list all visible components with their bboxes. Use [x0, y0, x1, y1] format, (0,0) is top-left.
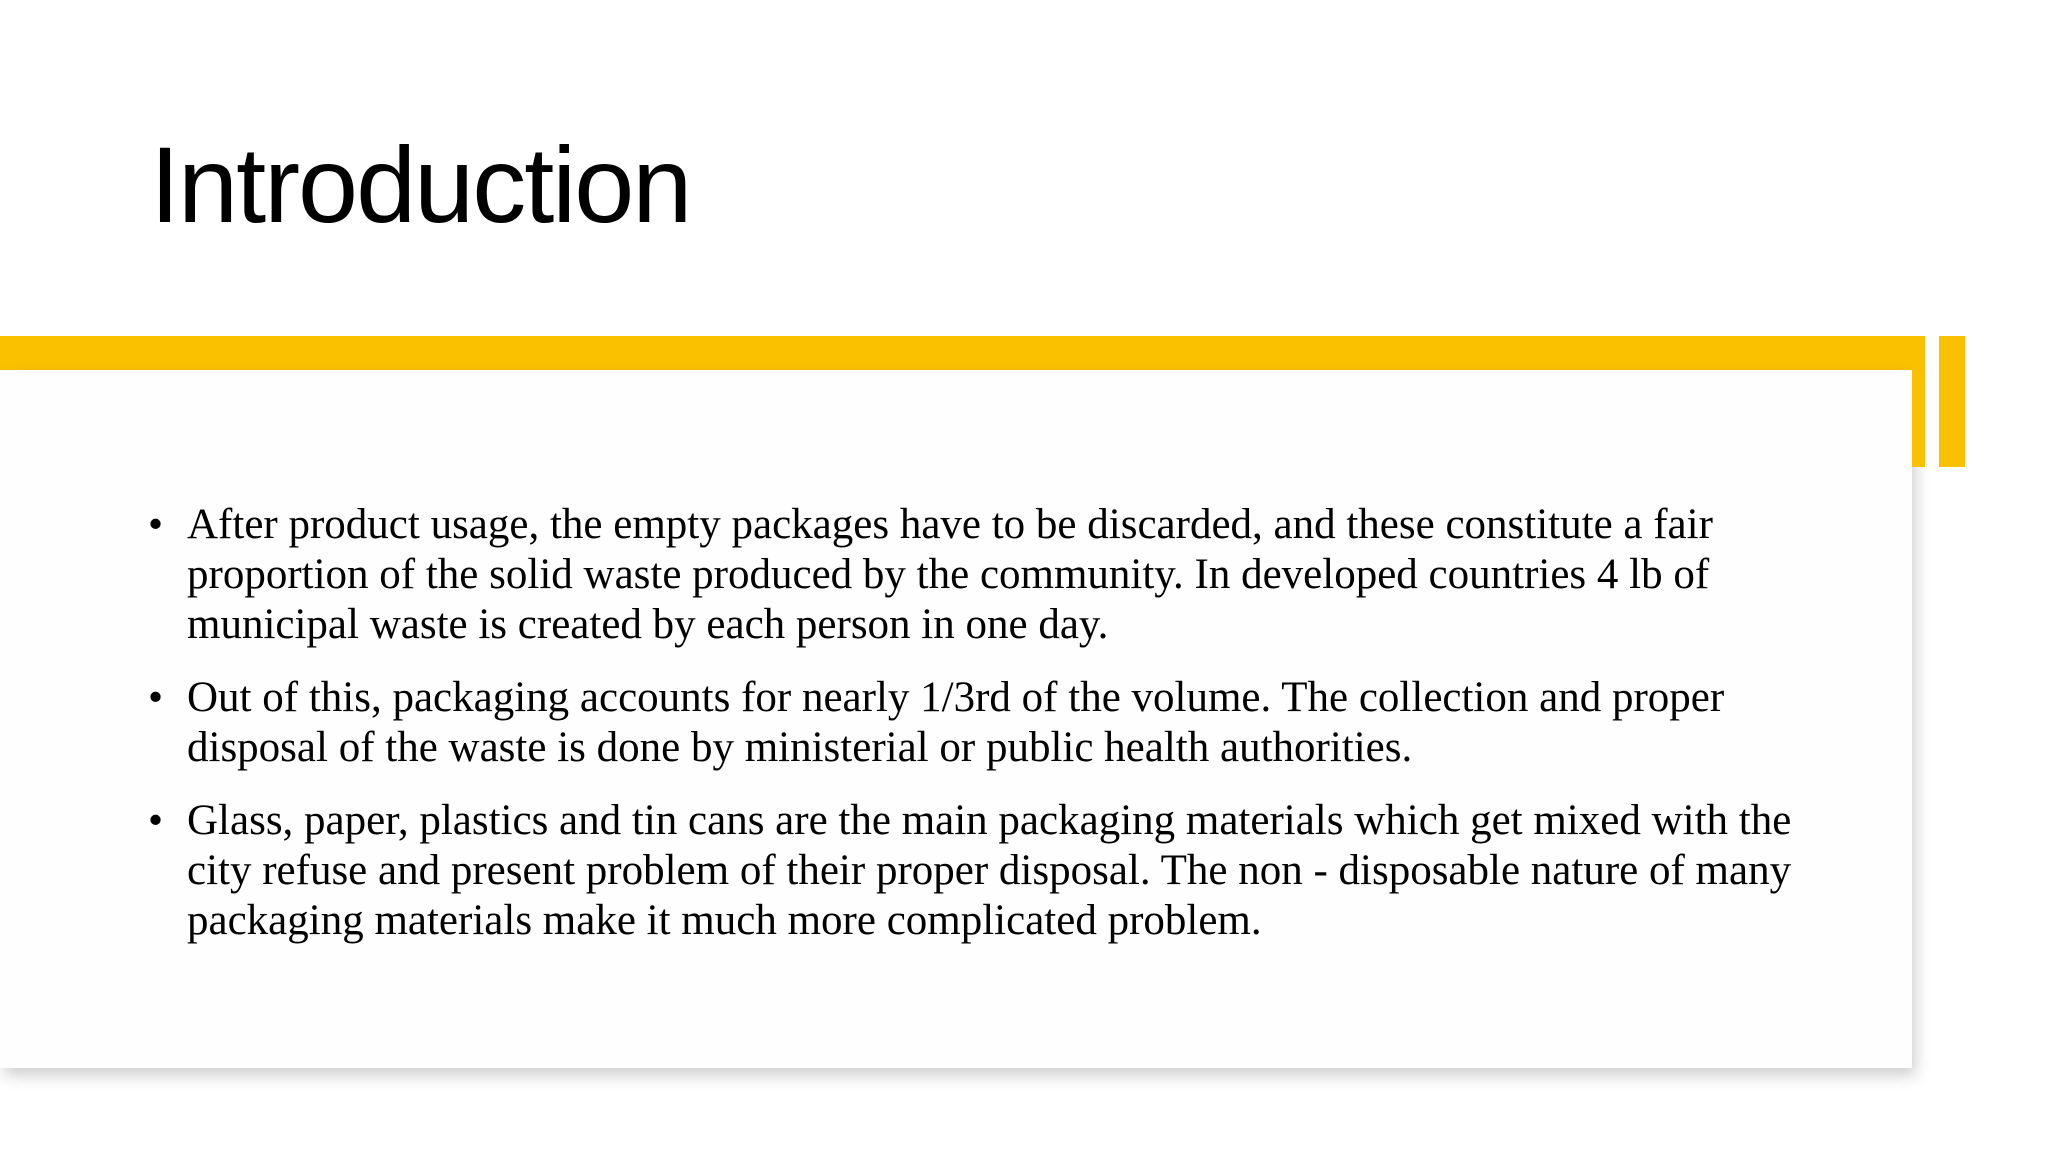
accent-vertical-bar	[1939, 336, 1965, 467]
slide-title: Introduction	[150, 124, 691, 245]
bullet-text: Glass, paper, plastics and tin cans are the main packaging materials which get mixed with the city refuse and present problem of their proper disposal. The non - disposable nature of many packaging materials make it much more complicated problem.	[187, 797, 1792, 944]
bullet-item	[148, 673, 1828, 773]
bullet-list	[148, 500, 1828, 969]
bullet-item	[148, 500, 1828, 650]
bullet-text: Out of this, packaging accounts for nearly 1/3rd of the volume. The collection and proper disposal of the waste is done by ministerial or public health authorities.	[187, 674, 1725, 771]
bullet-glyph: •	[148, 501, 164, 548]
accent-bar	[0, 336, 1925, 370]
bullet-glyph: •	[148, 797, 164, 844]
bullet-item	[148, 796, 1828, 946]
accent-vertical-bar	[1912, 336, 1925, 467]
bullet-text: After product usage, the empty packages have to be discarded, and these constitute a fair proportion of the solid waste produced by the community. In developed countries 4 lb of municipal waste is created by each person in one day.	[187, 501, 1713, 648]
bullet-glyph: •	[148, 674, 164, 721]
